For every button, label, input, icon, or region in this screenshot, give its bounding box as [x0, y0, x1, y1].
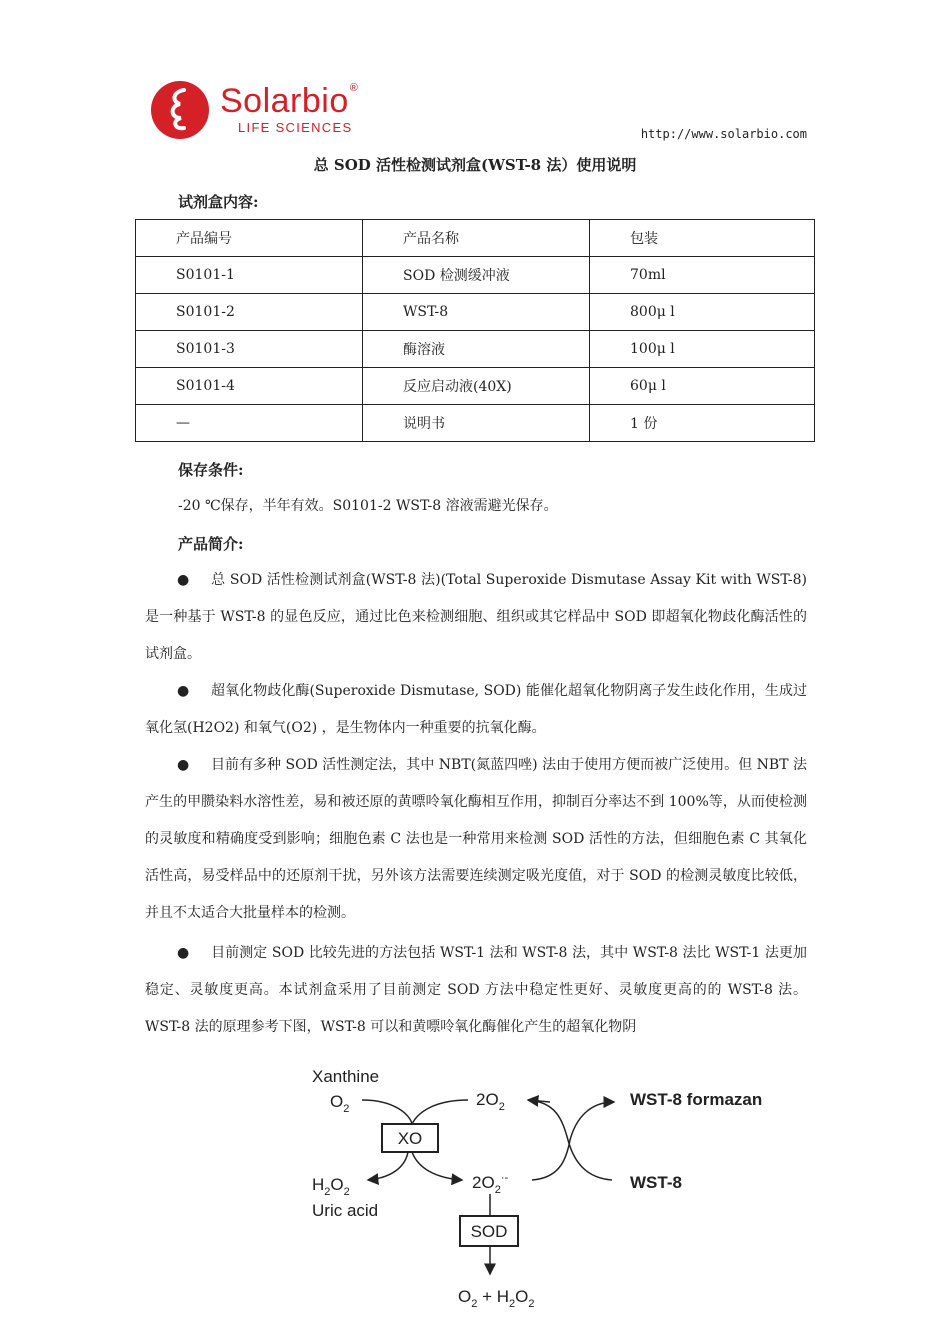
table-cell: S0101-2 — [136, 294, 363, 331]
kit-contents-heading: 试剂盒内容: — [178, 193, 259, 211]
h2o2-label: $H_2O_2$ — [312, 1175, 350, 1198]
table-cell: 酶溶液 — [363, 331, 590, 368]
arrow-line — [528, 1100, 550, 1102]
o2-reactant-label: $O_2$ — [330, 1092, 350, 1115]
arrow-line — [532, 1102, 614, 1180]
column-header: 产品名称 — [363, 220, 590, 257]
storage-text: -20 ℃保存，半年有效。S0101-2 WST-8 溶液需避光保存。 — [178, 498, 558, 514]
brand-name: Solarbio® — [220, 82, 359, 120]
intro-heading: 产品简介: — [178, 535, 244, 553]
table-cell: 70ml — [590, 257, 815, 294]
brand-tagline: LIFE SCIENCES — [238, 120, 353, 135]
table-cell: 800μ l — [590, 294, 815, 331]
wst8-label: WST-8 — [630, 1173, 682, 1192]
table-row — [136, 405, 815, 442]
arrow-line — [362, 1100, 412, 1124]
table-header-row — [136, 220, 815, 257]
table-row — [136, 257, 815, 294]
table-row — [136, 368, 815, 405]
table-cell: S0101-3 — [136, 331, 363, 368]
bullet-icon: ● — [177, 572, 190, 588]
website-url[interactable]: http://www.solarbio.com — [640, 127, 807, 141]
table-cell: WST-8 — [363, 294, 590, 331]
xo-label: XO — [397, 1129, 423, 1148]
arrow-line — [368, 1152, 408, 1180]
table-cell: S0101-1 — [136, 257, 363, 294]
uric-acid-label: Uric acid — [312, 1201, 379, 1220]
table-cell: SOD 检测缓冲液 — [363, 257, 590, 294]
table-cell: 反应启动液(40X) — [363, 368, 590, 405]
solarbio-logo — [150, 80, 390, 140]
arrow-line — [412, 1100, 468, 1124]
bullet-icon: ● — [177, 757, 190, 773]
table-cell: 100μ l — [590, 331, 815, 368]
paragraph-text: 超氧化物歧化酶(Superoxide Dismutase, SOD) 能催化超氧化物阴离子发生歧化作用，生成过氧化氢(H2O2) 和氧气(O2) ，是生物体内一种重要的抗氧化酶。 — [145, 683, 807, 736]
intro-paragraph — [145, 673, 807, 747]
storage-heading: 保存条件: — [178, 461, 244, 479]
table-cell: 60μ l — [590, 368, 815, 405]
registered-mark: ® — [349, 82, 359, 94]
intro-paragraph — [145, 935, 807, 1046]
paragraph-text: 目前测定 SOD 比较先进的方法包括 WST-1 法和 WST-8 法，其中 WST-8 法比 WST-1 法更加稳定、灵敏度更高。本试剂盒采用了目前测定 SOD 方法中稳定性更好、灵敏度更高的的 WST-8 法。WST-8 法的原理参考下图，WST-8 可以和黄嘌呤氧化酶催化产生的超氧化物阴 — [145, 945, 807, 1035]
table-cell: — — [136, 405, 363, 442]
table-cell: 1 份 — [590, 405, 815, 442]
table-cell: 说明书 — [363, 405, 590, 442]
bullet-icon: ● — [177, 945, 190, 961]
table-row — [136, 331, 815, 368]
paragraph-text: 总 SOD 活性检测试剂盒(WST-8 法)(Total Superoxide Dismutase Assay Kit with WST-8) 是一种基于 WST-8 的显色反应，通过比色来检测细胞、组织或其它样品中 SOD 即超氧化物歧化酶活性的试剂盒。 — [145, 572, 807, 662]
kit-contents-table — [135, 219, 815, 442]
paragraph-text: 目前有多种 SOD 活性测定法，其中 NBT(氮蓝四唑) 法由于使用方便而被广泛使用。但 NBT 法产生的甲臜染料水溶性差，易和被还原的黄嘌呤氧化酶相互作用，抑制百分率达不到 100%等，从而使检测的灵敏度和精确度受到影响；细胞色素 C 法也是一种常用来检测 SOD 活性的方法，但细胞色素 C 其氧化活性高，易受样品中的还原剂干扰，另外该方法需要连续测定吸光度值，对于 SOD 的检测灵敏度比较低，并且不太适合大批量样本的检测。 — [145, 757, 807, 921]
table-row — [136, 294, 815, 331]
two-o2-label: $2O_2$ — [476, 1090, 505, 1113]
sod-label: SOD — [470, 1222, 508, 1241]
document-title: 总 SOD 活性检测试剂盒(WST-8 法）使用说明 — [313, 156, 637, 174]
column-header: 产品编号 — [136, 220, 363, 257]
bullet-icon: ● — [177, 683, 190, 699]
arrow-line — [412, 1152, 462, 1180]
solarbio-logo-icon — [150, 80, 210, 140]
intro-paragraph — [145, 562, 807, 673]
superoxide-label: $2O_2^{\cdot-}$ — [472, 1172, 509, 1196]
table-cell: S0101-4 — [136, 368, 363, 405]
intro-paragraph — [145, 747, 807, 932]
wst8-formazan-label: WST-8 formazan — [630, 1090, 763, 1109]
products-label: $O_2 + H_2O_2$ — [458, 1287, 535, 1310]
xanthine-label: Xanthine — [312, 1067, 380, 1086]
column-header: 包装 — [590, 220, 815, 257]
wst8-reaction-diagram — [300, 1060, 790, 1320]
